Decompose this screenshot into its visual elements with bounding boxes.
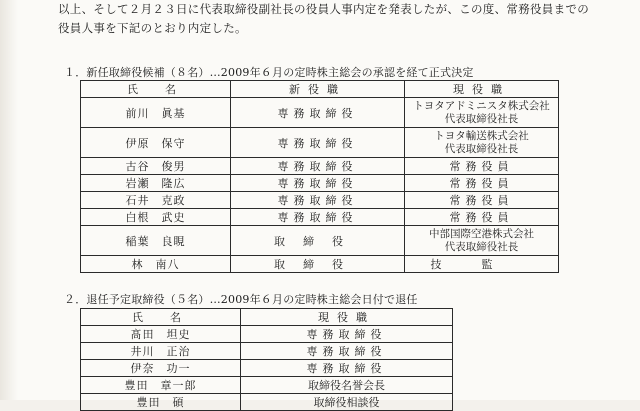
table-row — [81, 158, 559, 175]
new-role: 専務取締役 — [231, 209, 405, 226]
director-name: 伊奈 功一 — [81, 360, 241, 377]
page-edge-shadow — [0, 0, 18, 400]
table-row — [81, 98, 559, 128]
director-name: 豊田 章一郎 — [81, 377, 241, 394]
header-name: 氏 名 — [81, 309, 241, 326]
header-new-role: 新役職 — [231, 81, 405, 98]
header-name: 氏 名 — [81, 81, 231, 98]
table-row — [81, 209, 559, 226]
current-role: 中部国際空港株式会社 代表取締役社長 — [405, 226, 559, 256]
director-name: 前川 眞基 — [81, 98, 231, 128]
table-row — [81, 192, 559, 209]
new-role: 専務取締役 — [231, 98, 405, 128]
section2-heading: ２．退任予定取締役（５名）…2009年６月の定時株主総会日付で退任 — [64, 293, 418, 306]
intro-line: 以上、そして２月２３日に代表取締役副社長の役員人事内定を発表したが、この度、常務役員までの — [58, 2, 589, 16]
current-role: トヨタアドミニスタ株式会社 代表取締役社長 — [405, 98, 559, 128]
director-name: 林 南八 — [81, 256, 231, 273]
section1-heading: １．新任取締役候補（８名）…2009年６月の定時株主総会の承認を経て正式決定 — [64, 66, 474, 79]
table-header-row — [81, 309, 453, 326]
director-name: 岩瀬 隆広 — [81, 175, 231, 192]
table-row — [81, 394, 453, 411]
new-role: 専務取締役 — [231, 158, 405, 175]
director-name: 石井 克政 — [81, 192, 231, 209]
director-name: 豊田 碩 — [81, 394, 241, 411]
new-role: 専務取締役 — [231, 175, 405, 192]
new-directors-table — [80, 80, 559, 273]
table-header-row — [81, 81, 559, 98]
current-role: 常務役員 — [405, 209, 559, 226]
new-role: 取締役 — [231, 256, 405, 273]
current-role: 専務取締役 — [241, 343, 453, 360]
current-role: 専務取締役 — [241, 326, 453, 343]
table-row — [81, 256, 559, 273]
retiring-directors-table — [80, 308, 453, 411]
director-name: 髙田 坦史 — [81, 326, 241, 343]
current-role: 常務役員 — [405, 175, 559, 192]
current-role: 取締役名誉会長 — [241, 377, 453, 394]
table-row — [81, 377, 453, 394]
header-current-role: 現役職 — [241, 309, 453, 326]
intro-paragraph — [58, 0, 618, 38]
current-role: 技監 — [405, 256, 559, 273]
director-name: 伊原 保守 — [81, 128, 231, 158]
table-row — [81, 360, 453, 377]
table-row — [81, 226, 559, 256]
new-role: 専務取締役 — [231, 192, 405, 209]
current-role: 常務役員 — [405, 192, 559, 209]
new-role: 専務取締役 — [231, 128, 405, 158]
table-row — [81, 343, 453, 360]
director-name: 稲葉 良睍 — [81, 226, 231, 256]
current-role: 専務取締役 — [241, 360, 453, 377]
table-row — [81, 175, 559, 192]
header-current-role: 現役職 — [405, 81, 559, 98]
intro-line: 役員人事を下記のとおり内定した。 — [58, 21, 247, 35]
director-name: 古谷 俊男 — [81, 158, 231, 175]
current-role: トヨタ輸送株式会社 代表取締役社長 — [405, 128, 559, 158]
current-role: 取締役相談役 — [241, 394, 453, 411]
director-name: 井川 正治 — [81, 343, 241, 360]
new-role: 取締役 — [231, 226, 405, 256]
table-row — [81, 128, 559, 158]
director-name: 白根 武史 — [81, 209, 231, 226]
table-row — [81, 326, 453, 343]
current-role: 常務役員 — [405, 158, 559, 175]
